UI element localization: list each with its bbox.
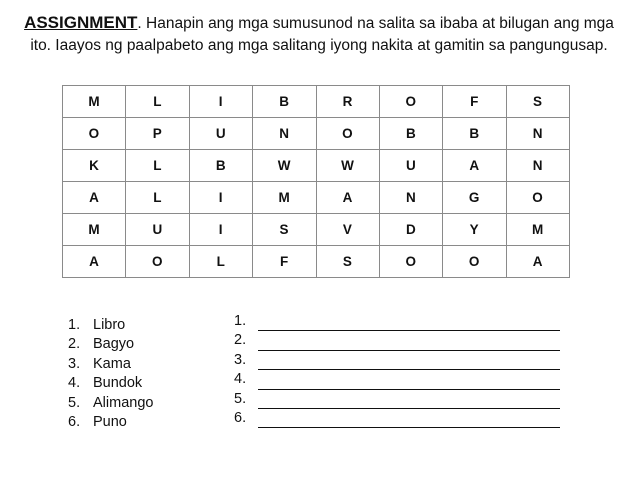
word-list xyxy=(68,316,153,432)
word-text: Puno xyxy=(93,414,127,431)
grid-cell[interactable]: O xyxy=(443,246,506,278)
word-text: Alimango xyxy=(93,394,154,411)
grid-row xyxy=(63,118,570,150)
grid-cell[interactable]: P xyxy=(126,118,189,150)
grid-cell[interactable]: R xyxy=(316,86,379,118)
instructions-text: . Hanapin ang mga sumusunod na salita sa ibaba at bilugan ang mga ito. Iaayos ng paalpabeto ang mga salitang iyong nakita at gamitin sa pangungusap. xyxy=(30,15,614,54)
grid-row xyxy=(63,150,570,182)
answer-item: 6. xyxy=(234,409,560,428)
answer-blank[interactable] xyxy=(258,375,560,390)
grid-cell[interactable]: A xyxy=(506,246,569,278)
word-item: 4. Bundok xyxy=(68,374,153,393)
grid-cell[interactable]: O xyxy=(379,246,442,278)
grid-cell[interactable]: V xyxy=(316,214,379,246)
answer-item: 3. xyxy=(234,351,560,370)
grid-cell[interactable]: M xyxy=(506,214,569,246)
grid-row xyxy=(63,182,570,214)
instructions xyxy=(14,12,624,57)
grid-cell[interactable]: F xyxy=(443,86,506,118)
word-text: Bundok xyxy=(93,375,143,392)
grid-cell[interactable]: O xyxy=(506,182,569,214)
answer-blank[interactable] xyxy=(258,413,560,428)
grid-cell[interactable]: L xyxy=(126,150,189,182)
grid-cell[interactable]: N xyxy=(506,118,569,150)
answer-item: 4. xyxy=(234,370,560,389)
grid-cell[interactable]: O xyxy=(379,86,442,118)
grid-cell[interactable]: O xyxy=(63,118,126,150)
grid-cell[interactable]: B xyxy=(189,150,252,182)
grid-cell[interactable]: O xyxy=(126,246,189,278)
grid-cell[interactable]: B xyxy=(253,86,316,118)
grid-cell[interactable]: S xyxy=(253,214,316,246)
word-text: Bagyo xyxy=(93,336,135,353)
grid-cell[interactable]: S xyxy=(316,246,379,278)
grid-cell[interactable]: F xyxy=(253,246,316,278)
grid-cell[interactable]: I xyxy=(189,214,252,246)
answer-blank[interactable] xyxy=(258,394,560,409)
answer-list xyxy=(234,312,560,428)
answer-blank[interactable] xyxy=(258,355,560,370)
grid-cell[interactable]: O xyxy=(316,118,379,150)
grid-cell[interactable]: A xyxy=(443,150,506,182)
grid-cell[interactable]: M xyxy=(63,214,126,246)
grid-cell[interactable]: A xyxy=(63,246,126,278)
word-item: 6. Puno xyxy=(68,413,153,432)
grid-cell[interactable]: A xyxy=(63,182,126,214)
grid-cell[interactable]: A xyxy=(316,182,379,214)
answer-item: 1. xyxy=(234,312,560,331)
grid-cell[interactable]: L xyxy=(189,246,252,278)
grid-cell[interactable]: W xyxy=(316,150,379,182)
grid-row xyxy=(63,246,570,278)
grid-cell[interactable]: S xyxy=(506,86,569,118)
word-item: 1. Libro xyxy=(68,316,153,335)
grid-cell[interactable]: B xyxy=(379,118,442,150)
answer-item: 2. xyxy=(234,331,560,350)
answer-blank[interactable] xyxy=(258,336,560,351)
grid-cell[interactable]: N xyxy=(253,118,316,150)
grid-cell[interactable]: L xyxy=(126,86,189,118)
grid-cell[interactable]: Y xyxy=(443,214,506,246)
grid-cell[interactable]: U xyxy=(126,214,189,246)
grid-cell[interactable]: M xyxy=(63,86,126,118)
grid-cell[interactable]: U xyxy=(189,118,252,150)
answer-item: 5. xyxy=(234,390,560,409)
grid-cell[interactable]: U xyxy=(379,150,442,182)
grid-cell[interactable]: N xyxy=(506,150,569,182)
grid-cell[interactable]: M xyxy=(253,182,316,214)
grid-row xyxy=(63,214,570,246)
grid-cell[interactable]: I xyxy=(189,86,252,118)
grid-row xyxy=(63,86,570,118)
word-search-grid xyxy=(62,85,570,278)
grid-cell[interactable]: K xyxy=(63,150,126,182)
grid-cell[interactable]: I xyxy=(189,182,252,214)
grid-cell[interactable]: D xyxy=(379,214,442,246)
grid-cell[interactable]: W xyxy=(253,150,316,182)
grid-cell[interactable]: G xyxy=(443,182,506,214)
grid-cell[interactable]: B xyxy=(443,118,506,150)
assignment-label: ASSIGNMENT xyxy=(24,13,138,32)
word-text: Libro xyxy=(93,317,126,333)
word-item: 3. Kama xyxy=(68,355,153,374)
grid-cell[interactable]: N xyxy=(379,182,442,214)
grid-cell[interactable]: L xyxy=(126,182,189,214)
word-item: 2. Bagyo xyxy=(68,335,153,354)
answer-blank[interactable] xyxy=(258,316,560,331)
word-item: 5. Alimango xyxy=(68,394,153,413)
word-text: Kama xyxy=(93,355,131,372)
